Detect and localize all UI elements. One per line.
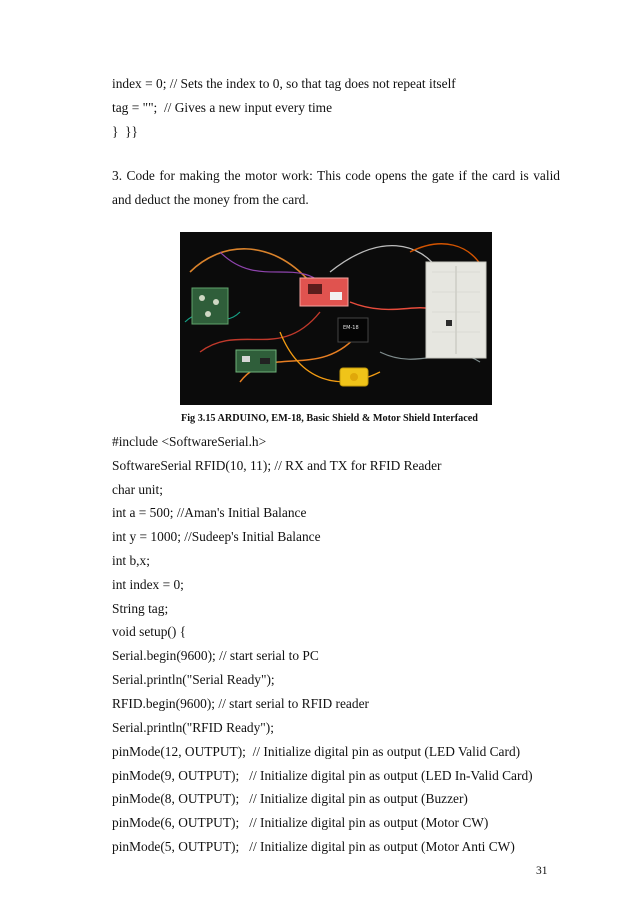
code-line-18: pinMode(5, OUTPUT); // Initialize digital pin as output (Motor Anti CW) [112, 839, 515, 854]
code-line-top-3: } }} [112, 124, 138, 139]
code-line-12: RFID.begin(9600); // start serial to RFID reader [112, 696, 369, 711]
code-line-5: int y = 1000; //Sudeep's Initial Balance [112, 529, 321, 544]
code-line-2: SoftwareSerial RFID(10, 11); // RX and TX for RFID Reader [112, 458, 442, 473]
section-paragraph: 3. Code for making the motor work: This code opens the gate if the card is valid and deduct the money from the card. [112, 168, 560, 207]
code-line-4: int a = 500; //Aman's Initial Balance [112, 505, 307, 520]
code-line-top-2: tag = ""; // Gives a new input every time [112, 100, 333, 115]
code-line-17: pinMode(6, OUTPUT); // Initialize digital pin as output (Motor CW) [112, 815, 489, 830]
page-number: 31 [536, 865, 548, 877]
code-line-13: Serial.println("RFID Ready"); [112, 720, 274, 735]
code-line-16: pinMode(8, OUTPUT); // Initialize digital pin as output (Buzzer) [112, 791, 468, 806]
code-line-8: String tag; [112, 601, 169, 616]
code-line-10: Serial.begin(9600); // start serial to PC [112, 648, 319, 663]
code-line-top-1: index = 0; // Sets the index to 0, so that tag does not repeat itself [112, 76, 456, 91]
figure-caption: Fig 3.15 ARDUINO, EM-18, Basic Shield & Motor Shield Interfaced [181, 413, 478, 424]
code-line-14: pinMode(12, OUTPUT); // Initialize digital pin as output (LED Valid Card) [112, 744, 521, 759]
code-line-7: int index = 0; [112, 577, 184, 592]
code-line-6: int b,x; [112, 553, 150, 568]
code-line-11: Serial.println("Serial Ready"); [112, 672, 275, 687]
code-line-1: #include <SoftwareSerial.h> [112, 434, 267, 449]
basic-shield [192, 288, 228, 324]
code-line-3: char unit; [112, 482, 163, 497]
figure-photo [180, 232, 492, 405]
em18-label: EM-18 [343, 325, 359, 331]
circuit-photo-illustration [180, 232, 492, 405]
code-line-9: void setup() { [112, 624, 187, 639]
code-line-15: pinMode(9, OUTPUT); // Initialize digital pin as output (LED In-Valid Card) [112, 768, 533, 783]
